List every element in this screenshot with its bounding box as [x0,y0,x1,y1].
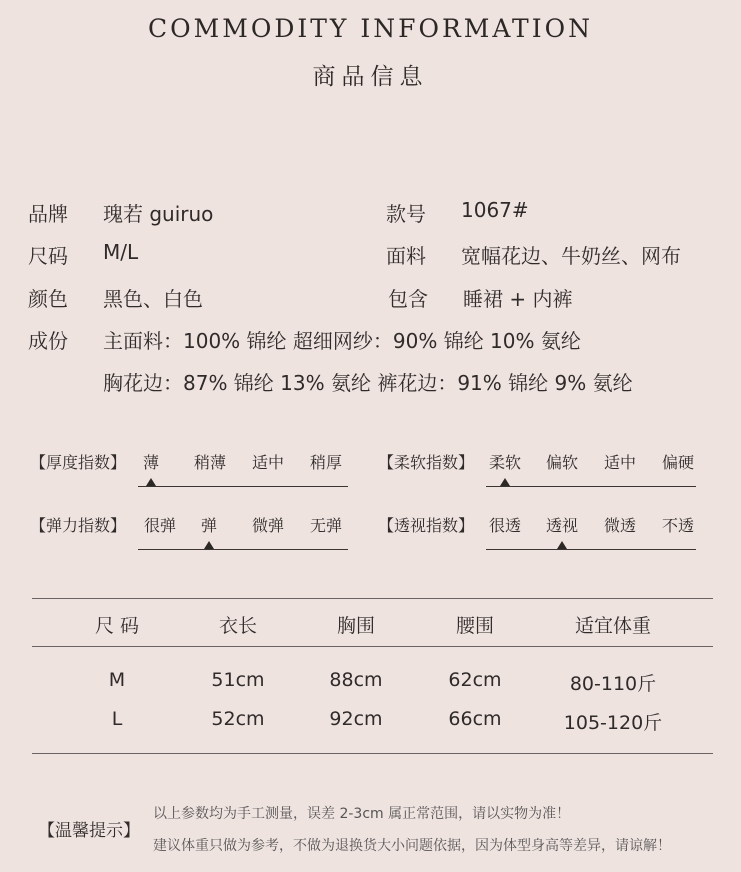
table-cell: 52cm [211,708,265,730]
index-option: 很透 [488,516,521,535]
index-option: 柔软 [488,453,521,472]
table-cell: 92cm [329,708,383,730]
table-cell: 88cm [329,669,383,691]
table-cell: 51cm [211,669,265,691]
fabric-value: 宽幅花边、牛奶丝、网布 [461,244,681,268]
table-bottom-rule [32,753,713,754]
table-header-rule [32,646,713,647]
index-option: 弹 [200,516,217,535]
size-label: 尺码 [28,244,68,268]
color-value: 黑色、白色 [103,287,203,311]
table-header-cell: 适宜体重 [574,615,651,637]
index-label: 【弹力指数】 [30,516,127,535]
index-option: 适中 [603,453,636,472]
notes-label: 【温馨提示】 [38,821,140,841]
index-option: 薄 [142,453,159,472]
table-cell: M [108,669,126,691]
index-option: 不透 [661,516,694,535]
brand-value: 瑰若 guiruo [103,202,214,226]
index-marker-icon [146,478,156,486]
table-cell: 80-110斤 [569,673,657,695]
index-option: 微弹 [251,516,284,535]
index-scale-line [138,549,348,550]
title-en: COMMODITY INFORMATION [148,14,593,43]
index-option: 很弹 [143,516,176,535]
index-scale-line [138,486,348,487]
index-option: 微透 [603,516,636,535]
table-cell: 66cm [448,708,502,730]
contents-label: 包含 [388,287,428,311]
model-label: 款号 [386,202,426,226]
model-value: 1067# [461,198,529,222]
title-cn: 商品信息 [312,64,429,90]
index-option: 适中 [251,453,284,472]
composition-label: 成份 [28,329,68,353]
index-option: 偏硬 [661,453,694,472]
composition-line1: 主面料：100% 锦纶 超细网纱：90% 锦纶 10% 氨纶 [103,329,581,353]
table-header-cell: 胸围 [336,615,375,637]
size-value: M/L [103,240,139,264]
composition-line2: 胸花边：87% 锦纶 13% 氨纶 裤花边：91% 锦纶 9% 氨纶 [103,371,633,395]
table-header-cell: 腰围 [455,615,494,637]
index-scale-line [486,486,696,487]
index-label: 【透视指数】 [378,516,475,535]
index-marker-icon [500,478,510,486]
table-top-rule [32,598,713,599]
index-option: 透视 [545,516,578,535]
index-label: 【厚度指数】 [30,453,127,472]
index-scale-line [486,549,696,550]
index-option: 偏软 [545,453,578,472]
index-option: 无弹 [309,516,342,535]
index-option: 稍薄 [193,453,226,472]
contents-value: 睡裙 + 内裤 [463,287,573,311]
table-cell: 105-120斤 [563,712,663,734]
brand-label: 品牌 [28,202,68,226]
table-cell: L [111,708,123,730]
table-header-cell: 衣长 [218,615,257,637]
index-marker-icon [204,541,214,549]
notes-line1: 以上参数均为手工测量，误差 2-3cm 属正常范围，请以实物为准！ [153,806,571,822]
fabric-label: 面料 [386,244,426,268]
notes-line2: 建议体重只做为参考，不做为退换货大小问题依据，因为体型身高等差异，请谅解！ [153,838,671,854]
table-header-cell: 尺 码 [94,615,140,637]
index-label: 【柔软指数】 [378,453,475,472]
index-marker-icon [557,541,567,549]
index-option: 稍厚 [309,453,342,472]
color-label: 颜色 [28,287,68,311]
table-cell: 62cm [448,669,502,691]
